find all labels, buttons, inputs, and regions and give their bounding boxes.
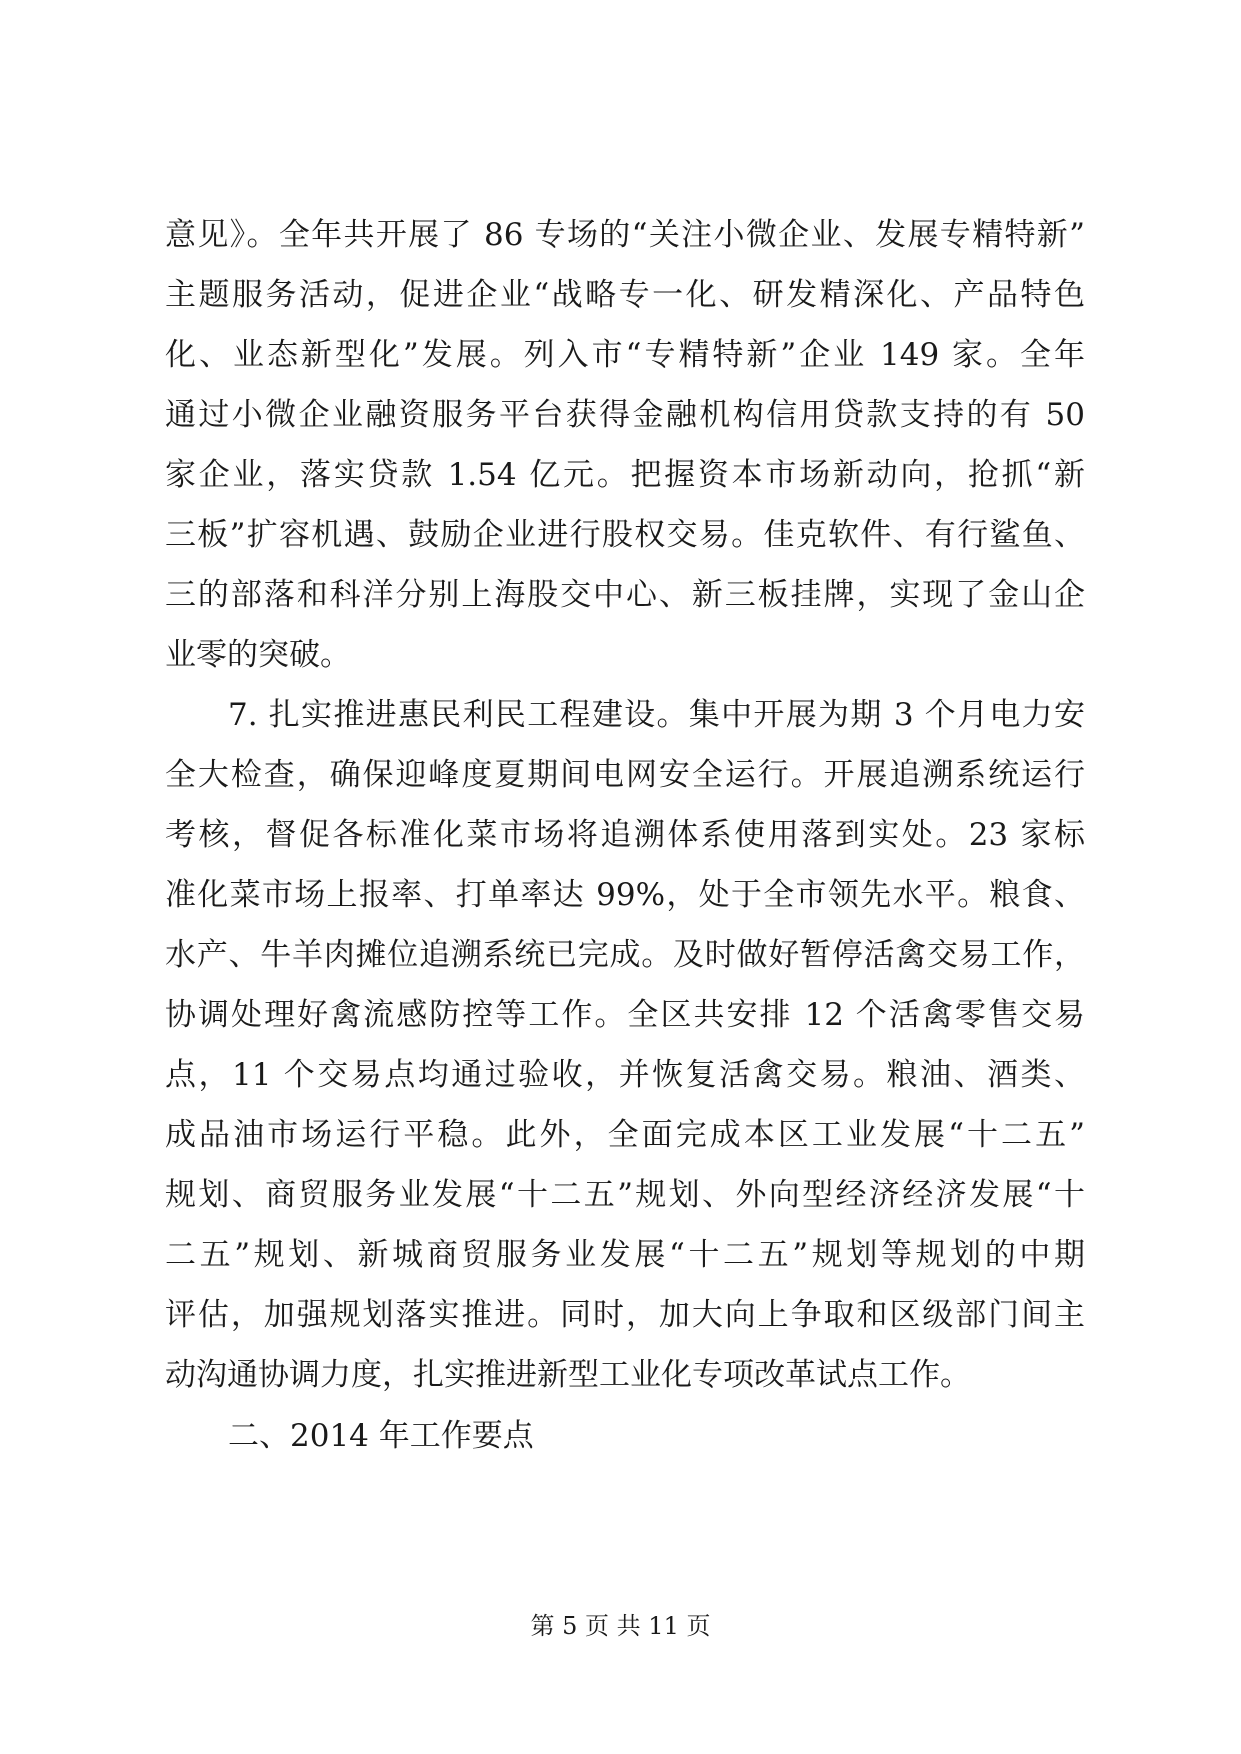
text-line: 三板”扩容机遇、鼓励企业进行股权交易。佳克软件、有行鲨鱼、 [165,517,1085,553]
document-body [165,205,1085,1466]
text-line: 协调处理好禽流感防控等工作。全区共安排 12 个活禽零售交易 [165,997,1085,1033]
text-line: 准化菜市场上报率、打单率达 99%，处于全市领先水平。粮食、 [165,877,1085,913]
text-line: 评估，加强规划落实推进。同时，加大向上争取和区级部门间主 [165,1297,1085,1333]
text-line: 点，11 个交易点均通过验收，并恢复活禽交易。粮油、酒类、 [165,1057,1085,1093]
text-line: 三的部落和科洋分别上海股交中心、新三板挂牌，实现了金山企 [165,577,1085,613]
text-line: 规划、商贸服务业发展“十二五”规划、外向型经济经济发展“十 [165,1177,1085,1213]
section-7-heading-line: 7. 扎实推进惠民利民工程建设。集中开展为期 3 个月电力安 [228,697,1085,733]
text-line: 主题服务活动，促进企业“战略专一化、研发精深化、产品特色 [165,277,1085,313]
text-line: 水产、牛羊肉摊位追溯系统已完成。及时做好暂停活禽交易工作， [165,937,1085,973]
text-line: 业零的突破。 [165,637,351,673]
text-line: 成品油市场运行平稳。此外，全面完成本区工业发展“十二五” [165,1117,1085,1153]
page-number-footer: 第 5 页 共 11 页 [530,1612,711,1640]
text-line: 通过小微企业融资服务平台获得金融机构信用贷款支持的有 50 [165,397,1085,433]
text-line: 全大检查，确保迎峰度夏期间电网安全运行。开展追溯系统运行 [165,757,1085,793]
section-heading: 二、2014 年工作要点 [228,1418,534,1454]
text-line: 动沟通协调力度，扎实推进新型工业化专项改革试点工作。 [165,1357,971,1393]
text-line: 化、业态新型化”发展。列入市“专精特新”企业 149 家。全年 [165,337,1085,373]
text-line: 二五”规划、新城商贸服务业发展“十二五”规划等规划的中期 [165,1237,1085,1273]
text-line: 意见》。全年共开展了 86 专场的“关注小微企业、发展专精特新” [165,217,1085,253]
text-line: 考核，督促各标准化菜市场将追溯体系使用落到实处。23 家标 [165,817,1085,853]
text-line: 家企业，落实贷款 1.54 亿元。把握资本市场新动向，抢抓“新 [165,457,1085,493]
